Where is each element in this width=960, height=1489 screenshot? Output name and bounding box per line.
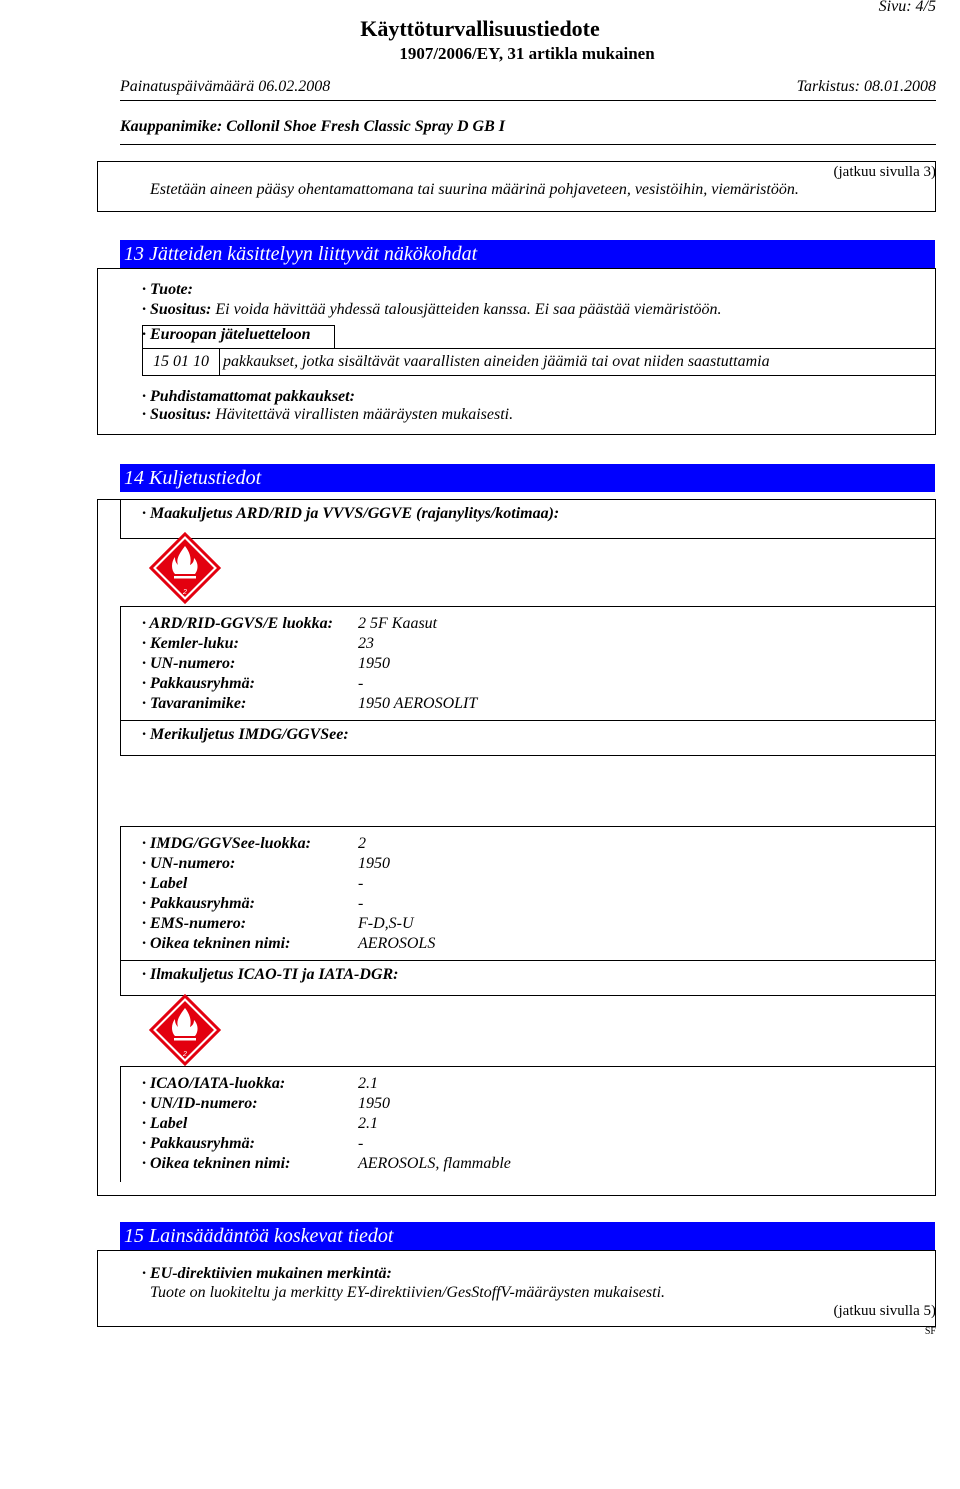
sea-row-label: · Label — [142, 875, 188, 892]
suositus-text: Ei voida hävittää yhdessä talousjätteiden kanssa. Ei saa päästää viemäristöön. — [215, 301, 722, 318]
air-row-label: · UN/ID-numero: — [142, 1095, 258, 1112]
header-rule-2 — [120, 144, 936, 145]
land-row-label: · Tavaranimike: — [142, 695, 247, 712]
eu-marking-text: Tuote on luokiteltu ja merkitty EY-direktiivien/GesStoffV-määräysten mukaisesti. — [150, 1284, 666, 1301]
footer-rule — [97, 1326, 936, 1327]
air-transport-heading: · Ilmakuljetus ICAO-TI ja IATA-DGR: — [142, 966, 399, 983]
language-code: SF — [924, 1326, 936, 1337]
flammable-gas-icon-2 — [149, 994, 221, 1066]
land-row-value: - — [358, 675, 364, 692]
air-row-label: · Label — [142, 1115, 188, 1132]
document-subtitle: 1907/2006/EY, 31 artikla mukainen — [399, 44, 655, 63]
suositus-line — [142, 301, 722, 319]
euro-list-label: · Euroopan jäteluetteloon — [142, 326, 311, 343]
land-row-value: 1950 AEROSOLIT — [358, 695, 478, 712]
air-row-value: 2.1 — [358, 1075, 378, 1092]
section-14-heading: 14 Kuljetustiedot — [120, 464, 935, 492]
euro-code: 15 01 10 — [143, 349, 220, 375]
sea-transport-heading: · Merikuljetus IMDG/GGVSee: — [142, 726, 349, 743]
land-row-label: · Kemler-luku: — [142, 635, 239, 652]
land-row-label: · ARD/RID-GGVS/E luokka: — [142, 615, 333, 632]
air-row-value: 1950 — [358, 1095, 390, 1112]
document-title: Käyttöturvallisuustiedote — [360, 16, 600, 41]
suositus2-text: Hävitettävä virallisten määräysten mukaisesti. — [215, 406, 514, 423]
suositus2-line — [142, 406, 513, 424]
page-number: Sivu: 4/5 — [878, 0, 936, 15]
suositus-label: · Suositus: — [142, 301, 212, 318]
air-row-value: 2.1 — [358, 1115, 378, 1132]
suositus2-label: · Suositus: — [142, 406, 212, 423]
print-date: Painatuspäivämäärä 06.02.2008 — [120, 78, 331, 95]
tuote-label: · Tuote: — [142, 281, 193, 298]
air-row-label: · ICAO/IATA-luokka: — [142, 1075, 286, 1092]
section-15-heading: 15 Lainsäädäntöä koskevat tiedot — [120, 1222, 935, 1250]
land-row-value: 1950 — [358, 655, 390, 672]
eu-marking-label: · EU-direktiivien mukainen merkintä: — [142, 1265, 392, 1282]
land-transport-heading: · Maakuljetus ARD/RID ja VVVS/GGVE (rajanylitys/kotimaa): — [142, 505, 560, 522]
air-row-value: AEROSOLS, flammable — [358, 1155, 511, 1172]
continues-on-label: (jatkuu sivulla 5) — [833, 1303, 936, 1319]
sea-row-label: · Pakkausryhmä: — [142, 895, 255, 912]
euro-description: pakkaukset, jotka sisältävät vaarallisten aineiden jäämiä tai ovat niiden saastuttamia — [223, 353, 770, 370]
air-row-value: - — [358, 1135, 364, 1152]
sea-row-value: 1950 — [358, 855, 390, 872]
euro-label-frame — [142, 325, 335, 349]
air-row-label: · Pakkausryhmä: — [142, 1135, 255, 1152]
sea-row-value: 2 — [358, 835, 366, 852]
sea-row-label: · Oikea tekninen nimi: — [142, 935, 291, 952]
header-rule — [120, 100, 936, 101]
sea-heading-frame — [120, 720, 936, 756]
sea-row-label: · UN-numero: — [142, 855, 236, 872]
flammable-gas-icon — [149, 532, 221, 604]
euro-code-table — [142, 348, 936, 376]
continuation-text: Estetään aineen pääsy ohentamattomana tai suurina määrinä pohjaveteen, vesistöihin, viemäristöön. — [150, 181, 799, 198]
sea-row-value: F-D,S-U — [358, 915, 414, 932]
sea-row-value: AEROSOLS — [358, 935, 436, 952]
sea-row-value: - — [358, 875, 364, 892]
land-row-value: 23 — [358, 635, 374, 652]
sea-row-value: - — [358, 895, 364, 912]
pictogram-class-number-2: 2 — [183, 1051, 187, 1058]
revision-date: Tarkistus: 08.01.2008 — [796, 78, 936, 95]
unclean-packaging-label: · Puhdistamattomat pakkaukset: — [142, 388, 355, 405]
land-row-value: 2 5F Kaasut — [358, 615, 438, 632]
sea-row-label: · EMS-numero: — [142, 915, 247, 932]
continued-from-label: (jatkuu sivulla 3) — [833, 164, 936, 180]
land-row-label: · UN-numero: — [142, 655, 236, 672]
product-name: Kauppanimike: Collonil Shoe Fresh Classic Spray D GB I — [120, 118, 505, 135]
section-13-heading: 13 Jätteiden käsittelyyn liittyvät näkökohdat — [120, 240, 935, 268]
air-row-label: · Oikea tekninen nimi: — [142, 1155, 291, 1172]
land-row-label: · Pakkausryhmä: — [142, 675, 255, 692]
pictogram-class-number: 2 — [183, 589, 187, 596]
sea-row-label: · IMDG/GGVSee-luokka: — [142, 835, 311, 852]
